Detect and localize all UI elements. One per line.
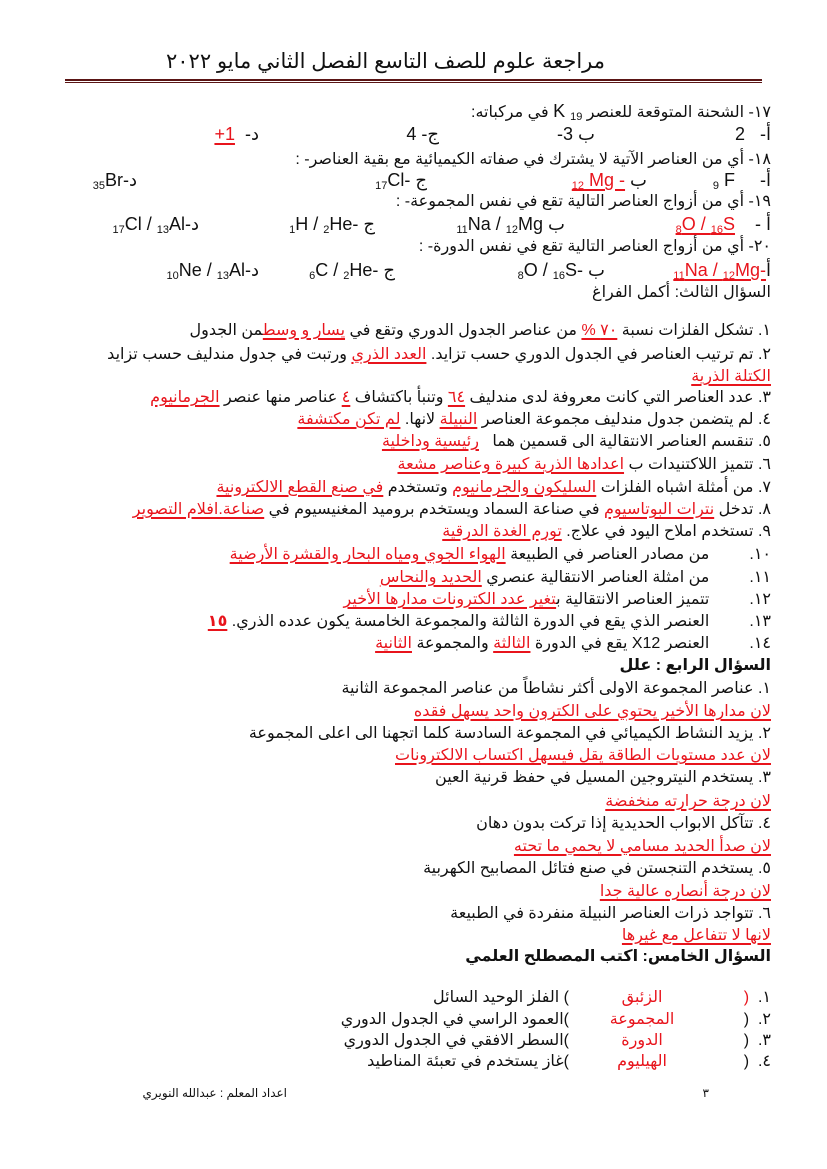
mcq-19-option-d: د$_{17}$Cl / $_{13}$Al- [112, 214, 199, 236]
q5-item-4-term: الهيليوم [617, 1053, 667, 1070]
section-title-q5: السؤال الخامس: اكتب المصطلح العلمي [465, 948, 771, 965]
q3-item-9: ٩. تستخدم املاح اليود في علاج. تورم الغدة الدرقية [442, 523, 771, 540]
q5-item-1-definition: ) الفلز الوحيد السائل [433, 989, 569, 1006]
q4-item-3-answer: لان درجة حرارته منخفضة [605, 793, 771, 810]
q4-item-2-question: ٢. يزيد النشاط الكيميائي في المجموعة السادسة كلما اتجهنا الى اعلى المجموعة [248, 725, 771, 742]
q5-item-3: ٣. ( [743, 1032, 771, 1049]
q4-item-1-question: ١. عناصر المجموعة الاولى أكثر نشاطاً من عناصر المجموعة الثانية [341, 680, 771, 697]
mcq-20-option-c: ج $_6$C / $_2$He- [309, 260, 395, 282]
mcq-18-question: ١٨- أي من العناصر الآتية لا يشترك في صفاته الكيميائية مع بقية العناصر- : [295, 151, 771, 168]
mcq-19-option-c: ج $_1$H / $_2$He- [289, 214, 375, 236]
section-title-q4: السؤال الرابع : علل [619, 657, 771, 674]
page-number: ٣ [702, 1086, 709, 1100]
q3-item-1: ١. تشكل الفلزات نسبة ٧٠ % من عناصر الجدول الدوري وتقع في يسار و وسطمن الجدول [189, 322, 771, 339]
q4-item-2-answer: لان عدد مستويات الطاقة يقل فيسهل اكتساب الالكترونات [395, 747, 771, 764]
q4-item-4-answer: لان صدأ الحديد مسامي لا يحمي ما تحته [513, 838, 771, 855]
mcq-19-question: ١٩- أي من أزواج العناصر التالية تقع في نفس المجموعة- : [395, 193, 771, 210]
q3-item-6: ٦. تتميز اللاكتنيدات ب اعدادها الذرية كبيرة وعناصر مشعة [397, 456, 771, 473]
q3-item-2-answer: الكتلة الذرية [691, 368, 771, 385]
q3-item-2: ٢. تم ترتيب العناصر في الجدول الدوري حسب تزايد. العدد الذري ورتبت في جدول مندليف حسب تزايد [107, 346, 771, 363]
mcq-17-option-b: ب -3 [557, 124, 595, 144]
correct-answer: $_8$O / $_{16}$S [675, 214, 735, 236]
q3-item-5: ٥. تنقسم العناصر الانتقالية الى قسمين هما رئيسية وداخلية [381, 433, 771, 450]
author-credit: اعداد المعلم : عبدالله النويري [142, 1086, 287, 1100]
q3-item-10: ١٠. من مصادر العناصر في الطبيعة الهواء الجوي ومياه البحار والقشرة الأرضية [229, 546, 771, 563]
q5-item-4-definition: )غاز يستخدم في تعبئة المناطيد [367, 1053, 569, 1070]
q4-item-4-question: ٤. تتآكل الابواب الحديدية إذا تركت بدون دهان [476, 815, 771, 832]
q3-item-4: ٤. لم يتضمن جدول مندليف مجموعة العناصر النبيلة لانها. لم تكن مكتشفة [297, 411, 771, 428]
mcq-17-option-d: د- +1 [214, 124, 259, 144]
q3-item-13: ١٣. العنصر الذي يقع في الدورة الثالثة والمجموعة الخامسة يكون عدده الذري. ١٥ [207, 613, 771, 630]
mcq-18-option-b: ب $_{12}$ Mg - [571, 170, 647, 192]
mcq-18-option-a: أ- $_9$ F [712, 170, 771, 192]
q5-item-4: ٤. ( [743, 1053, 771, 1070]
mcq-17-option-c: ج- 4 [406, 124, 439, 144]
mcq-20-option-a: أ$_{11}$Na / $_{12}$Mg- [673, 260, 771, 282]
q4-item-1-answer: لان مدارها الأخير يحتوي على الكترون واحد يسهل فقده [413, 703, 771, 720]
correct-answer: $_{12}$ Mg - [571, 170, 626, 192]
q4-item-3-question: ٣. يستخدم النيتروجين المسيل في حفظ قرنية العين [435, 769, 771, 786]
mcq-19-option-a: أ - $_8$O / $_{16}$S [675, 214, 771, 236]
mcq-19-option-b: ب $_{11}$Na / $_{12}$Mg [456, 214, 565, 236]
q5-item-1-term: الزئبق [621, 989, 663, 1006]
q5-item-1: ١. ( [743, 989, 771, 1006]
mcq-18-option-d: د$_{35}$Br- [92, 170, 137, 192]
correct-answer: $_{11}$Na / $_{12}$Mg- [673, 260, 766, 282]
q3-item-3: ٣. عدد العناصر التي كانت معروفة لدى مندليف ٦٤ وتنبأ باكتشاف ٤ عناصر منها عنصر الجرمانيوم [150, 389, 771, 406]
q5-item-2: ٢. ( [743, 1011, 771, 1028]
q4-item-5-answer: لان درجة أنصاره عالية جدا [599, 883, 771, 900]
mcq-20-question: ٢٠- أي من أزواج العناصر التالية تقع في نفس الدورة- : [418, 238, 771, 255]
q4-item-5-question: ٥. يستخدم التنجستن في صنع فتائل المصابيح الكهربية [423, 860, 771, 877]
mcq-20-option-d: د$_{10}$Ne / $_{13}$Al- [166, 260, 259, 282]
q5-item-2-definition: )العمود الراسي في الجدول الدوري [340, 1011, 569, 1028]
mcq-17-question: ١٧- الشحنة المتوقعة للعنصر K $_{19}$ في مركباته: [471, 101, 771, 123]
q4-item-6-question: ٦. تتواجد ذرات العناصر النبيلة منفردة في الطبيعة [450, 905, 771, 922]
mcq-17-option-a: أ- 2 [734, 124, 771, 144]
q3-item-11: ١١. من امثلة العناصر الانتقالية عنصري الحديد والنحاس [379, 569, 771, 586]
q5-item-3-term: الدورة [621, 1032, 663, 1049]
q3-item-12: ١٢. تتميز العناصر الانتقالية بتغير عدد الكترونات مدارها الأخير [343, 591, 771, 608]
q4-item-6-answer: لانها لا تتفاعل مع غيرها [621, 927, 771, 944]
page-title: مراجعة علوم للصف التاسع الفصل الثاني مايو ٢٠٢٢ [165, 50, 605, 73]
header-rule [65, 79, 762, 83]
q3-item-8: ٨. تدخل نترات البوتاسيوم في صناعة السماد ويستخدم بروميد المغنيسيوم في صناعة.افلام التصوير [132, 501, 771, 518]
q3-item-14: ١٤. العنصر X12 يقع في الدورة الثالثة والمجموعة الثانية [375, 635, 771, 652]
mcq-20-option-b: ب $_8$O / $_{16}$S- [517, 260, 605, 282]
section-title-q3: السؤال الثالث: أكمل الفراغ [592, 284, 771, 301]
q3-item-7: ٧. من أمثلة اشباه الفلزات السليكون والجرمانيوم وتستخدم في صنع القطع الالكترونية [216, 479, 771, 496]
mcq-18-option-c: ج $_{17}$Cl- [375, 170, 427, 192]
q5-item-3-definition: )السطر الافقي في الجدول الدوري [343, 1032, 569, 1049]
q5-item-2-term: المجموعة [609, 1011, 675, 1028]
correct-answer: +1 [214, 124, 235, 144]
